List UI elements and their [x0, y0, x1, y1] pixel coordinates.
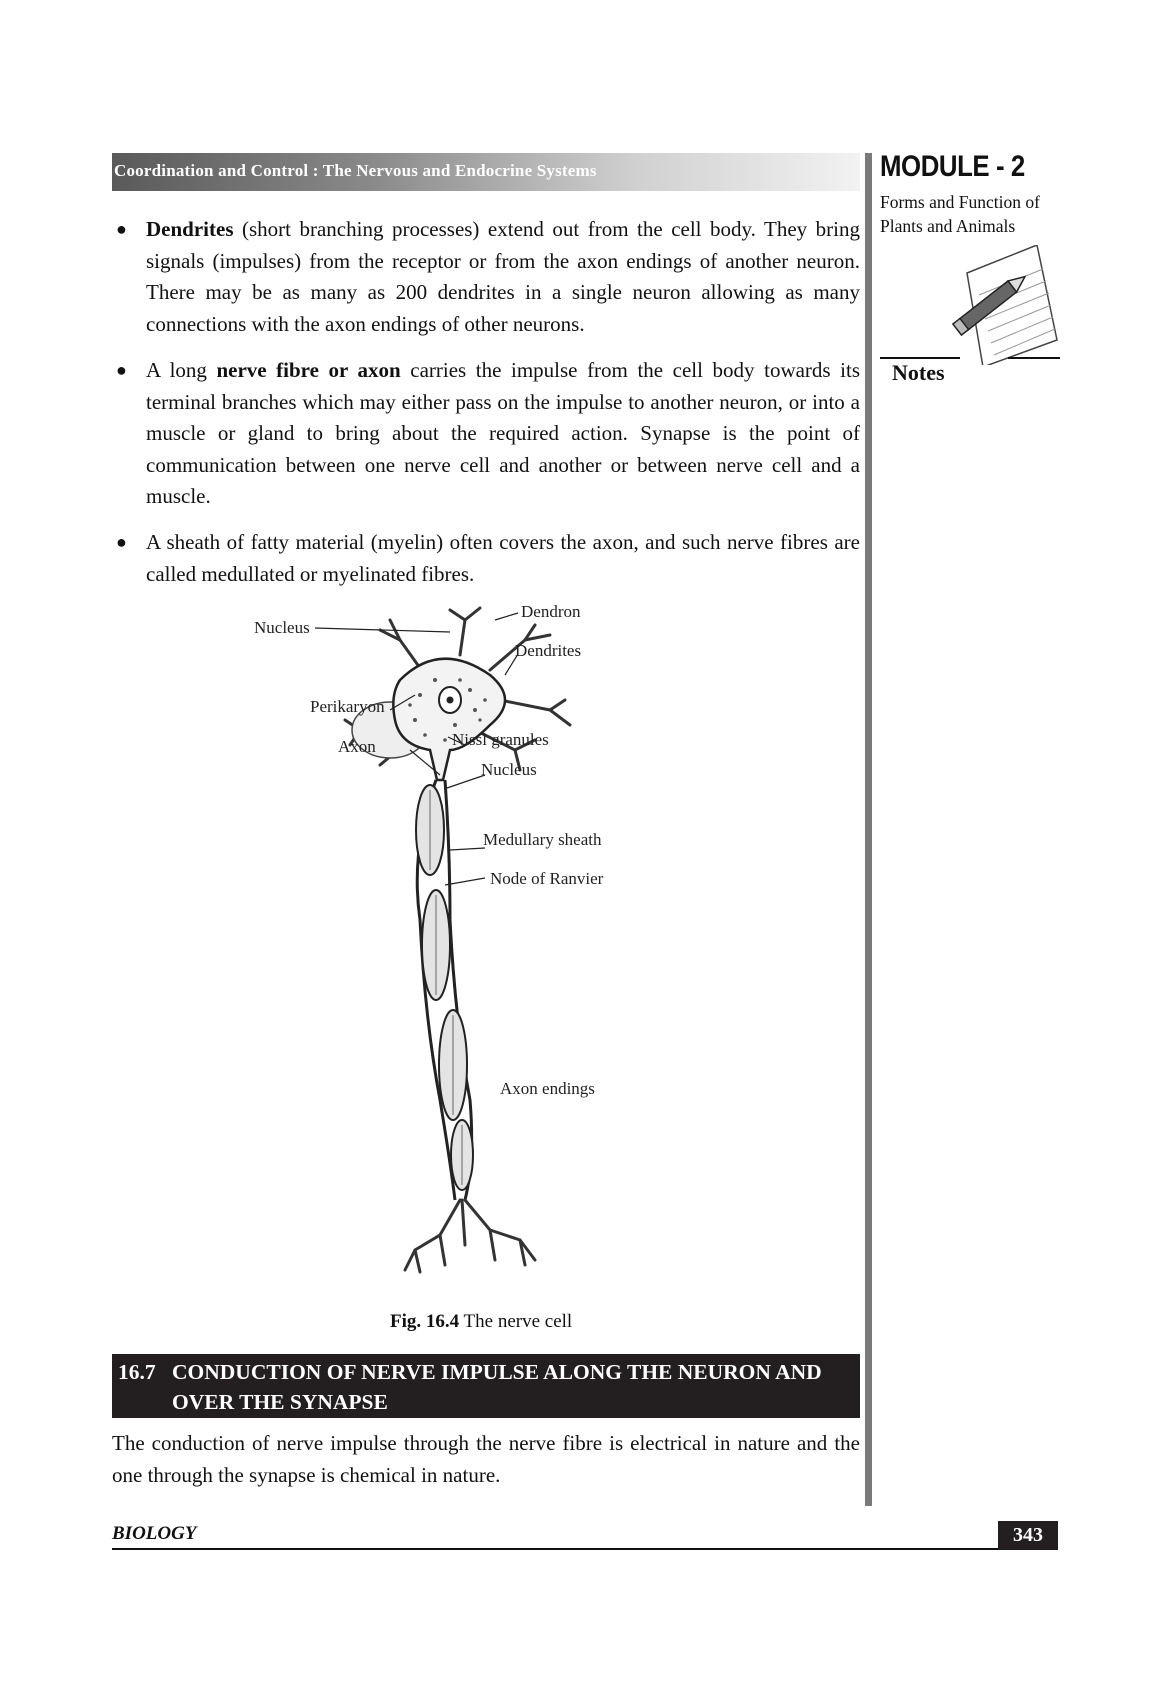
bullet-prefix: A long: [146, 358, 217, 382]
label-axon: Axon: [338, 737, 376, 756]
running-header: [112, 153, 860, 191]
footer-rule: [112, 1548, 1058, 1550]
footer-subject: BIOLOGY: [112, 1523, 197, 1544]
margin-rule: [865, 153, 872, 1506]
bullet-dot: ●: [116, 532, 127, 552]
label-medullary-sheath: Medullary sheath: [483, 830, 602, 849]
label-nissl-granules: Nissl granules: [452, 730, 549, 749]
label-dendron: Dendron: [521, 602, 581, 621]
caption-label: Fig. 16.4: [390, 1311, 460, 1332]
bullet-term: nerve fibre or axon: [216, 358, 401, 382]
module-subtitle-line1: Forms and Function of: [880, 192, 1040, 212]
running-title: Coordination and Control : The Nervous and Endocrine Systems: [114, 161, 597, 180]
bullet-dendrites: [112, 214, 860, 340]
label-axon-endings: Axon endings: [500, 1079, 595, 1098]
figure-caption: [390, 1311, 572, 1333]
bullet-text: carries the impulse from the cell body towards its terminal branches which may either pass on the impulse to another neuron, or into a muscle or gland to bring about the required action. Synapse is the point of communication between one nerve cell and another or between nerve cell and a muscle.: [146, 358, 860, 508]
label-node-of-ranvier: Node of Ranvier: [490, 869, 604, 888]
module-subtitle: [880, 190, 1065, 238]
module-subtitle-line2: Plants and Animals: [880, 216, 1016, 236]
bullet-dot: ●: [116, 219, 127, 239]
bullet-text: (short branching processes) extend out from the cell body. They bring signals (impulses) from the receptor or from the axon endings of another neuron. There may be as many as 200 dendrites in a single neuron allowing as many connections with the axon endings of other neurons.: [146, 217, 860, 336]
bullet-dot: ●: [116, 360, 127, 380]
label-dendrites: Dendrites: [515, 641, 582, 660]
caption-text: The nerve cell: [459, 1311, 573, 1332]
bullet-term: Dendrites: [146, 217, 234, 241]
label-nucleus-top: Nucleus: [254, 618, 310, 637]
section-title: CONDUCTION OF NERVE IMPULSE ALONG THE NEURON AND OVER THE SYNAPSE: [172, 1360, 822, 1414]
notes-label: Notes: [892, 360, 945, 385]
bullet-axon: [112, 355, 860, 513]
bullet-myelin: [112, 527, 860, 590]
nerve-cell-figure: [250, 600, 730, 1300]
label-perikaryon: Perikaryon: [310, 697, 385, 716]
module-title: MODULE - 2: [880, 150, 1025, 183]
section-number: 16.7: [118, 1360, 156, 1384]
bullet-text: A sheath of fatty material (myelin) often covers the axon, and such nerve fibres are called medullated or myelinated fibres.: [146, 530, 860, 586]
label-nucleus-lower: Nucleus: [481, 760, 537, 779]
page-number: 343: [998, 1521, 1058, 1550]
notes-rule-right: [1008, 357, 1060, 359]
pencil-notepad-icon: [945, 245, 1060, 365]
section-heading: [112, 1354, 860, 1418]
notes-rule-left: [880, 357, 960, 359]
section-paragraph: The conduction of nerve impulse through the nerve fibre is electrical in nature and the one through the synapse is chemical in nature.: [112, 1431, 860, 1487]
